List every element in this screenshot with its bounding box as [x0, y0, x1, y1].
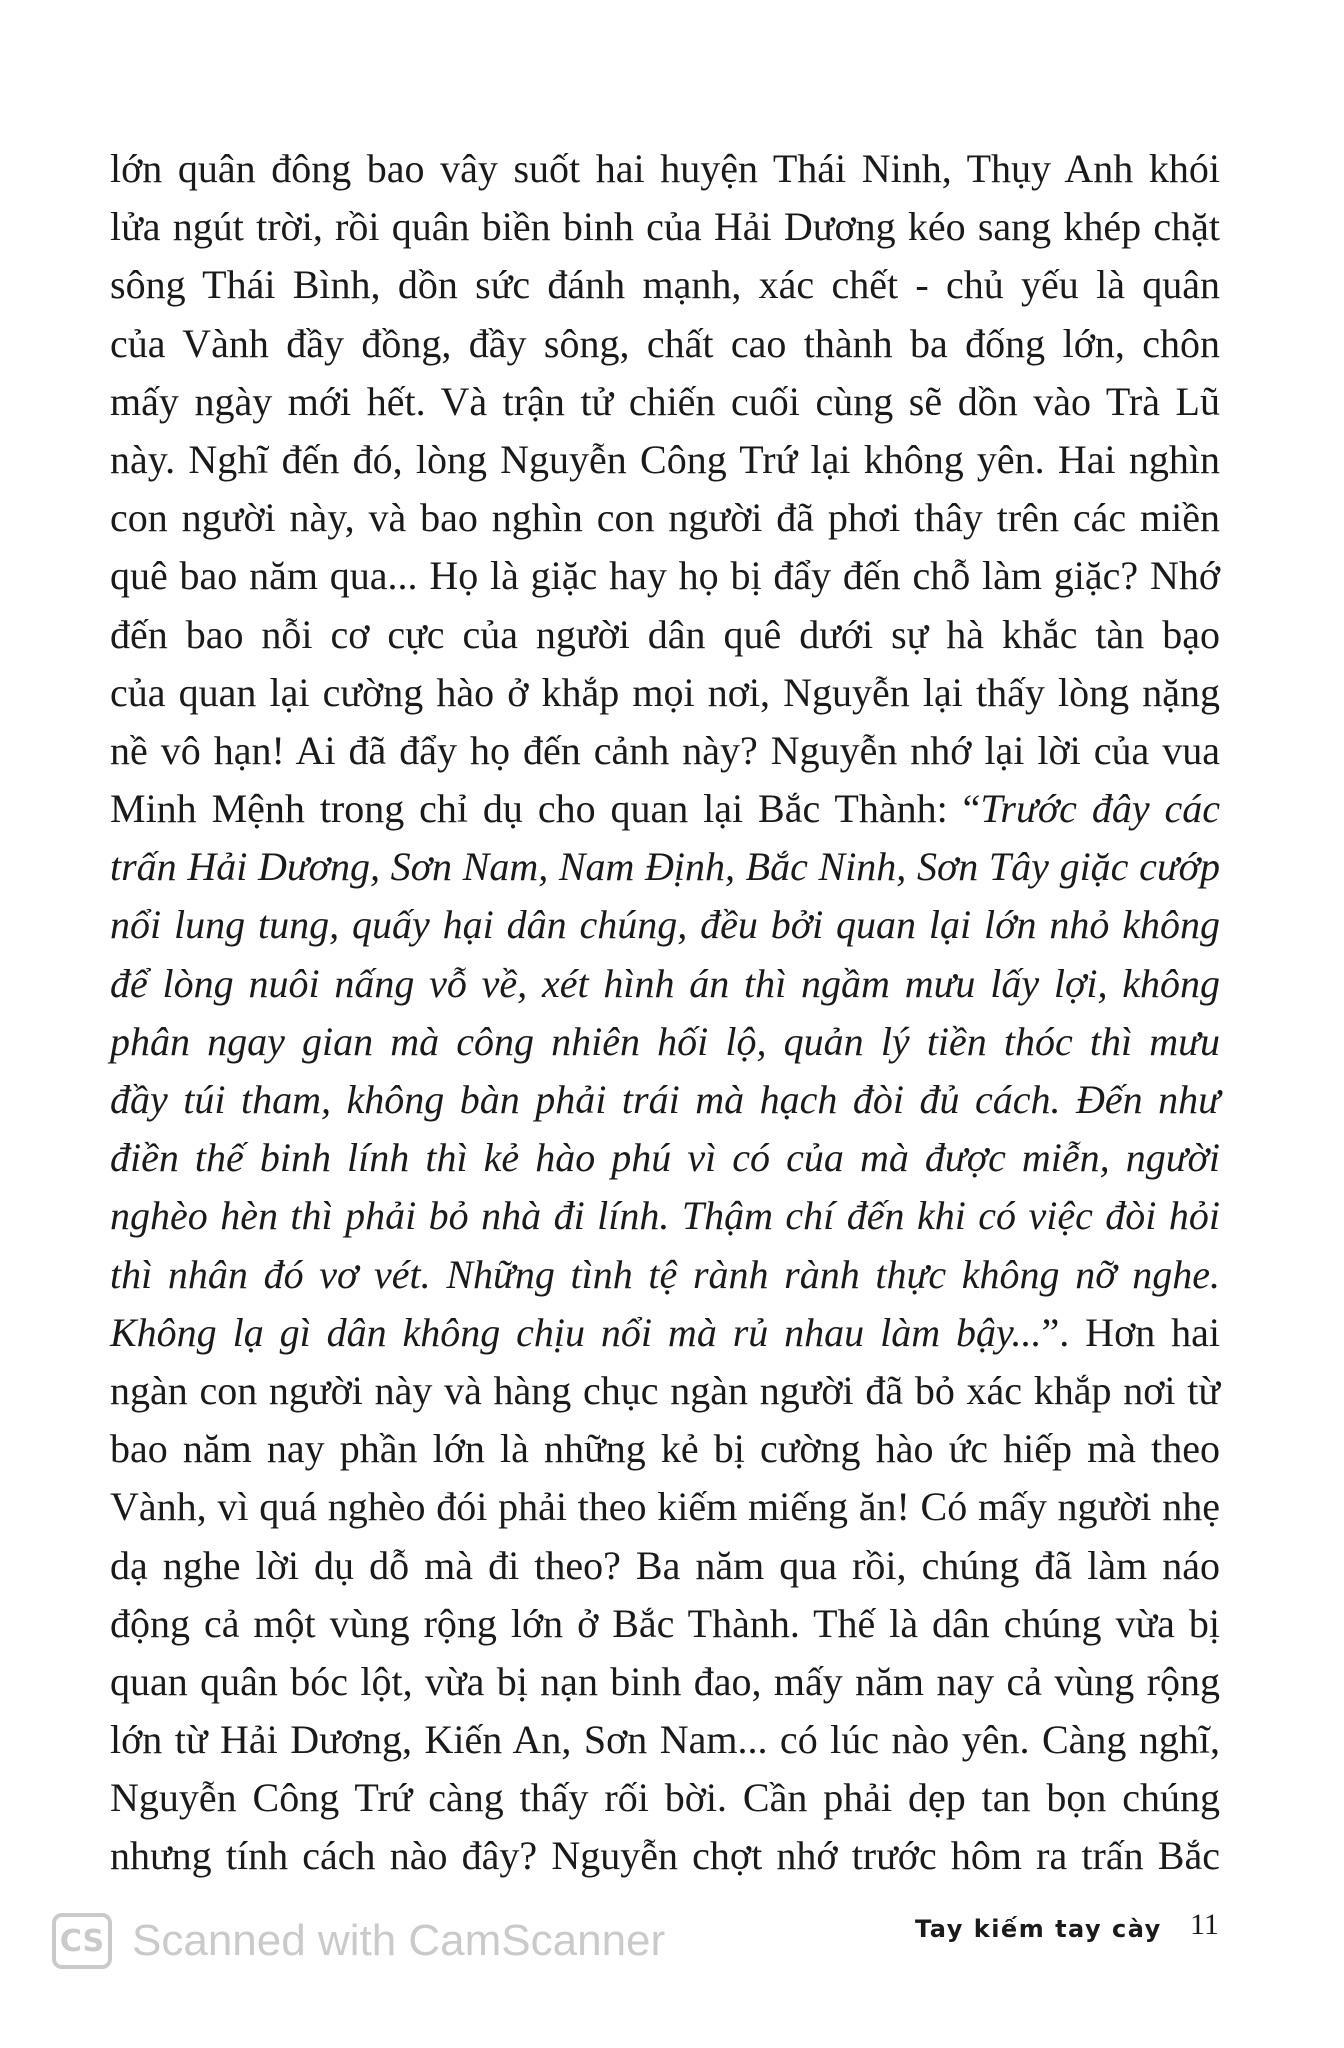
- text-line-quote-end: [110, 1304, 1220, 1362]
- camscanner-watermark: [52, 1913, 665, 1969]
- quote-line: thì nhân đó vơ vét. Những tình tệ rành rành thực không nỡ nghe.: [110, 1251, 1220, 1297]
- quote-line: nghèo hèn thì phải bỏ nhà đi lính. Thậm chí đến khi có việc đòi hỏi: [110, 1193, 1220, 1239]
- running-footer-title: Tay kiếm tay cày: [915, 1915, 1162, 1943]
- quote-line: trấn Hải Dương, Sơn Nam, Nam Định, Bắc Ninh, Sơn Tây giặc cướp: [110, 844, 1220, 890]
- text-line: Nguyễn Công Trứ càng thấy rối bời. Cần phải dẹp tan bọn chúng: [110, 1775, 1220, 1821]
- text-line: Vành, vì quá nghèo đói phải theo kiếm miếng ăn! Có mấy người nhẹ: [110, 1484, 1220, 1530]
- text-line: này. Nghĩ đến đó, lòng Nguyễn Công Trứ lại không yên. Hai nghìn: [110, 436, 1220, 482]
- text-line: động cả một vùng rộng lớn ở Bắc Thành. Thế là dân chúng vừa bị: [110, 1600, 1220, 1646]
- quote-line: nổi lung tung, quấy hại dân chúng, đều bởi quan lại lớn nhỏ không: [110, 902, 1220, 948]
- quote-line: điền thế binh lính thì kẻ hào phú vì có của mà được miễn, người: [110, 1135, 1220, 1181]
- text-line: đến bao nỗi cơ cực của người dân quê dưới sự hà khắc tàn bạo: [110, 611, 1220, 657]
- text-line: quê bao năm qua... Họ là giặc hay họ bị đẩy đến chỗ làm giặc? Nhớ: [110, 553, 1220, 599]
- text-line: của quan lại cường hào ở khắp mọi nơi, Nguyễn lại thấy lòng nặng: [110, 669, 1220, 715]
- page-number: 11: [1190, 1908, 1219, 1941]
- text-line: con người này, và bao nghìn con người đã phơi thây trên các miền: [110, 495, 1220, 541]
- text-line: lửa ngút trời, rồi quân biền binh của Hải Dương kéo sang khép chặt: [110, 204, 1220, 250]
- quote-line: phân ngay gian mà công nhiên hối lộ, quản lý tiền thóc thì mưu: [110, 1018, 1220, 1064]
- text-line: ngàn con người này và hàng chục ngàn người đã bỏ xác khắp nơi từ: [110, 1367, 1220, 1413]
- text-line-quote-start: [110, 780, 1220, 838]
- quote-closing: Không lạ gì dân không chịu nổi mà rủ nhau làm bậy...: [110, 1309, 1042, 1355]
- text-line: bao năm nay phần lớn là những kẻ bị cường hào ức hiếp mà theo: [110, 1426, 1220, 1472]
- text-line: của Vành đầy đồng, đầy sông, chất cao thành ba đống lớn, chôn: [110, 320, 1220, 366]
- camscanner-logo-icon: CS: [52, 1913, 112, 1969]
- text-line: sông Thái Bình, dồn sức đánh mạnh, xác chết - chủ yếu là quân: [110, 262, 1220, 308]
- text-line: quan quân bóc lột, vừa bị nạn binh đao, mấy năm nay cả vùng rộng: [110, 1658, 1220, 1704]
- body-text: [110, 140, 1220, 1886]
- quote-intro: Minh Mệnh trong chỉ dụ cho quan lại Bắc Thành: “: [110, 786, 981, 832]
- text-line: nề vô hạn! Ai đã đẩy họ đến cảnh này? Nguyễn nhớ lại lời của vua: [110, 727, 1220, 773]
- quote-line: đầy túi tham, không bàn phải trái mà hạch đòi đủ cách. Đến như: [110, 1077, 1220, 1122]
- quote-opening: Trước đây các: [980, 786, 1220, 832]
- text-line: mấy ngày mới hết. Và trận tử chiến cuối cùng sẽ dồn vào Trà Lũ: [110, 378, 1220, 424]
- watermark-text: Scanned with CamScanner: [132, 1916, 666, 1965]
- quote-after: ”. Hơn hai: [1041, 1309, 1220, 1355]
- text-line: dạ nghe lời dụ dỗ mà đi theo? Ba năm qua rồi, chúng đã làm náo: [110, 1542, 1220, 1588]
- text-line: nhưng tính cách nào đây? Nguyễn chợt nhớ trước hôm ra trấn Bắc: [110, 1833, 1220, 1879]
- quote-line: để lòng nuôi nấng vỗ về, xét hình án thì ngầm mưu lấy lợi, không: [110, 960, 1220, 1006]
- text-line: lớn quân đông bao vây suốt hai huyện Thái Ninh, Thụy Anh khói: [110, 146, 1220, 191]
- text-line: lớn từ Hải Dương, Kiến An, Sơn Nam... có lúc nào yên. Càng nghĩ,: [110, 1717, 1220, 1763]
